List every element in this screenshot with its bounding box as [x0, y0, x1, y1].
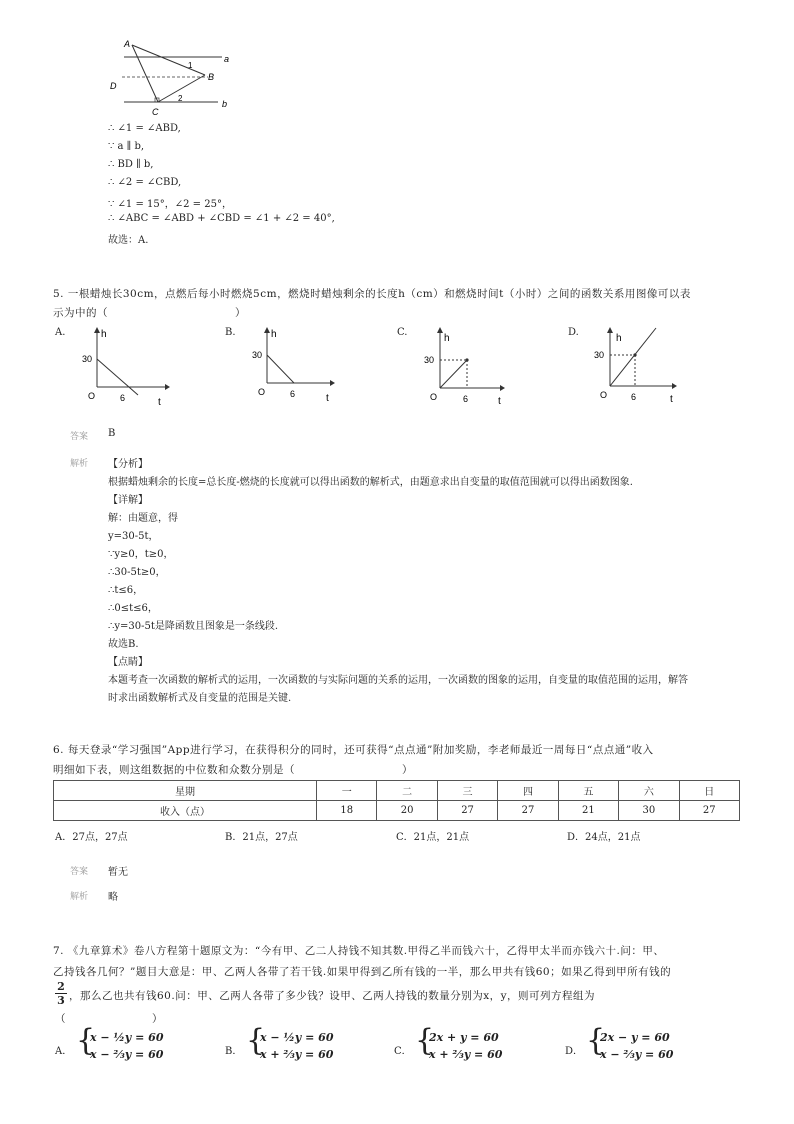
q5-blank-close: ）: [235, 307, 246, 319]
table-cell-value: 27: [498, 801, 558, 821]
graph-c: [410, 325, 510, 410]
equation: x + ⅔y = 60: [429, 1048, 503, 1061]
q5-option-a: A.: [55, 327, 66, 338]
fraction-two-thirds: [55, 980, 67, 1007]
table-cell-day: 二: [377, 781, 437, 801]
q5-answer: B: [108, 428, 116, 439]
q7-blank-open: （: [55, 1013, 66, 1025]
table-cell-day: 三: [437, 781, 497, 801]
label-a: a: [224, 54, 230, 64]
equation: x − ½y = 60: [90, 1031, 164, 1044]
tick-6: 6: [290, 389, 296, 399]
q6-analysis-label: 解析: [70, 892, 89, 902]
parallel-lines-figure: [100, 35, 250, 120]
q7-blank-close: ）: [152, 1013, 163, 1025]
table-cell-value: 27: [437, 801, 497, 821]
q7-option-a-label: A．: [55, 1046, 73, 1057]
table-cell-value: 21: [558, 801, 618, 821]
label-A: A: [124, 39, 131, 49]
q6-option-a: A．27点，27点: [55, 832, 128, 843]
equation: x + ⅔y = 60: [260, 1048, 334, 1061]
table-cell-day: 五: [558, 781, 618, 801]
q5-analysis-line: 本题考查一次函数的解析式的运用，一次函数的与实际问题的关系的运用，一次函数的图象的运用，自变量的取值范围的运用，解答: [108, 675, 688, 686]
table-cell-day: 四: [498, 781, 558, 801]
h-axis-label: h: [101, 329, 107, 340]
label-b: b: [222, 99, 228, 109]
q5-analysis-line: 【详解】: [108, 495, 148, 506]
q6-answer-label: 答案: [70, 867, 89, 877]
table-cell-value: 27: [679, 801, 739, 821]
proof-line: ∵ a ∥ b,: [108, 141, 145, 152]
q5-analysis-line: y=30-5t，: [108, 531, 159, 542]
tick-30: 30: [424, 355, 435, 365]
proof-line: ∴ ∠1 = ∠ABD,: [108, 123, 181, 134]
q5-analysis-line: 解：由题意，得: [108, 513, 178, 524]
q7-option-b-label: B．: [225, 1046, 243, 1057]
q5-answer-label: 答案: [70, 432, 89, 442]
q5-analysis-line: 【点睛】: [108, 657, 148, 668]
equation: x − ⅔y = 60: [600, 1048, 674, 1061]
q6-blank-close: ）: [402, 764, 413, 776]
equation: x − ½y = 60: [260, 1031, 334, 1044]
origin-label: O: [258, 387, 266, 397]
q5-analysis-line: 根据蜡烛剩余的长度=总长度-燃烧的长度就可以得出函数的解析式，由题意求出自变量的取值范围就可以得出函数图象.: [108, 477, 633, 488]
brace-icon: {: [586, 1023, 606, 1058]
q5-analysis-label: 解析: [70, 459, 89, 469]
q5-analysis-line: 故选B.: [108, 639, 139, 650]
graph-a: [70, 325, 170, 410]
table-cell-value: 20: [377, 801, 437, 821]
fraction-denominator: 3: [55, 993, 67, 1007]
q7-option-d-label: D．: [565, 1046, 584, 1057]
table-cell-value: 18: [317, 801, 377, 821]
proof-line: ∵ ∠1 = 15°，∠2 = 25°，: [108, 199, 232, 210]
tick-6: 6: [120, 393, 126, 403]
t-axis-label: t: [326, 393, 329, 404]
table-row: [54, 801, 740, 821]
equation: 2x + y = 60: [429, 1031, 499, 1044]
q6-option-d: D．24点，21点: [567, 832, 641, 843]
proof-line: 故选：A.: [108, 235, 149, 246]
proof-line: ∴ ∠ABC = ∠ABD + ∠CBD = ∠1 + ∠2 = 40°,: [108, 213, 335, 224]
equation: 2x − y = 60: [600, 1031, 670, 1044]
q7-text-line3: ，那么乙也共有钱60.问：甲、乙两人各带了多少钱？设甲、乙两人持钱的数量分别为x，y，则可列方程组为: [69, 990, 596, 1002]
label-angle1: 1: [188, 61, 193, 70]
label-angle2: 2: [178, 94, 183, 103]
q5-option-b: B.: [225, 327, 236, 338]
q5-text-line1: 5. 一根蜡烛长30cm，点燃后每小时燃烧5cm，燃烧时蜡烛剩余的长度h（cm）和燃烧时间t（小时）之间的函数关系用图像可以表: [53, 288, 691, 300]
graph-d: [580, 325, 690, 410]
q5-analysis-line: ∵y≥0，t≥0，: [108, 549, 174, 560]
brace-icon: {: [246, 1023, 266, 1058]
q7-text-line2: 乙持钱各几何？”题目大意是：甲、乙两人各带了若干钱.如果甲得到乙所有钱的一半，那么甲共有钱60；如果乙得到甲所有钱的: [53, 966, 672, 978]
q6-text-line1: 6. 每天登录“学习强国”App进行学习，在获得积分的同时，还可获得“点点通”附加奖励，李老师最近一周每日“点点通”收入: [53, 744, 654, 756]
h-axis-label: h: [616, 333, 622, 344]
label-C: C: [152, 107, 159, 117]
q5-text-line2: 示为中的（: [53, 307, 108, 319]
table-header-weekday: 星期: [54, 781, 317, 801]
label-B: B: [208, 72, 215, 82]
graph-b: [240, 325, 340, 410]
h-axis-label: h: [271, 329, 277, 340]
tick-30: 30: [82, 354, 93, 364]
origin-label: O: [88, 391, 96, 401]
proof-line: ∴ BD ∥ b,: [108, 159, 154, 170]
q5-option-c: C.: [397, 327, 408, 338]
tick-30: 30: [594, 350, 605, 360]
q5-analysis-line: ∴30-5t≥0，: [108, 567, 166, 578]
q6-answer: 暂无: [108, 867, 128, 878]
table-header-income: 收入（点）: [54, 801, 317, 821]
q5-analysis-line: ∴y=30-5t是降函数且图象是一条线段.: [108, 621, 279, 632]
q5-option-d: D.: [568, 327, 579, 338]
q7-text-line1: 7. 《九章算术》卷八方程第十题原文为：“今有甲、乙二人持钱不知其数.甲得乙半而钱六十，乙得甲太半而亦钱六十.问：甲、: [53, 945, 665, 957]
q5-analysis-line: 【分析】: [108, 459, 148, 470]
table-cell-value: 30: [619, 801, 679, 821]
q7-option-b-system: [236, 1023, 356, 1067]
table-row: [54, 781, 740, 801]
proof-line: ∴ ∠2 = ∠CBD,: [108, 177, 182, 188]
tick-6: 6: [463, 394, 469, 404]
t-axis-label: t: [670, 394, 673, 405]
table-cell-day: 一: [317, 781, 377, 801]
q6-option-c: C．21点，21点: [396, 832, 470, 843]
fraction-numerator: 2: [57, 980, 65, 993]
q7-option-c-system: [405, 1023, 525, 1067]
tick-30: 30: [252, 350, 263, 360]
tick-6: 6: [631, 392, 637, 402]
q5-analysis-line: ∴0≤t≤6，: [108, 603, 158, 614]
income-table: [53, 780, 740, 821]
table-cell-day: 日: [679, 781, 739, 801]
origin-label: O: [430, 392, 438, 402]
equation: x − ⅔y = 60: [90, 1048, 164, 1061]
h-axis-label: h: [444, 333, 450, 344]
q5-analysis-line: ∴t≤6，: [108, 585, 144, 596]
brace-icon: {: [415, 1023, 435, 1058]
q6-text-line2: 明细如下表，则这组数据的中位数和众数分别是（: [53, 764, 295, 776]
table-cell-day: 六: [619, 781, 679, 801]
q7-option-d-system: [576, 1023, 696, 1067]
t-axis-label: t: [158, 397, 161, 408]
q6-option-b: B．21点，27点: [225, 832, 298, 843]
t-axis-label: t: [498, 396, 501, 407]
q6-analysis: 略: [108, 892, 118, 903]
q7-option-a-system: [66, 1023, 186, 1067]
q7-option-c-label: C．: [394, 1046, 412, 1057]
brace-icon: {: [76, 1023, 96, 1058]
origin-label: O: [600, 390, 608, 400]
q5-analysis-line: 时求出函数解析式及自变量的范围是关键.: [108, 693, 292, 704]
label-D: D: [110, 81, 117, 91]
